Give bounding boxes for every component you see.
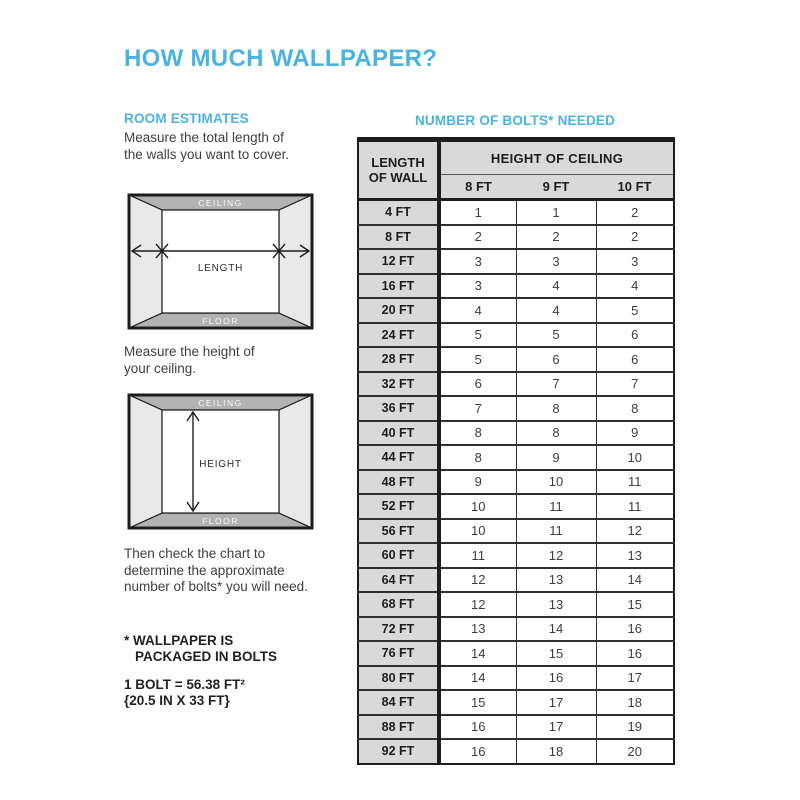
bolt-count-9ft: 7	[516, 372, 596, 397]
table-row	[358, 421, 674, 446]
bolt-count-10ft: 17	[596, 666, 674, 691]
table-row	[358, 200, 674, 225]
bolt-count-10ft: 3	[596, 249, 674, 274]
bolt-count-9ft: 8	[516, 396, 596, 421]
table-row	[358, 715, 674, 740]
bolt-count-10ft: 15	[596, 592, 674, 617]
row-length-label: 92 FT	[358, 739, 439, 764]
bolt-count-9ft: 16	[516, 666, 596, 691]
page-title: HOW MUCH WALLPAPER?	[124, 45, 438, 73]
table-row	[358, 739, 674, 764]
bolt-count-10ft: 2	[596, 200, 674, 225]
bolt-count-10ft: 7	[596, 372, 674, 397]
bolt-count-8ft: 14	[439, 641, 516, 666]
bolt-count-8ft: 13	[439, 617, 516, 642]
row-length-label: 4 FT	[358, 200, 439, 225]
bolt-count-8ft: 6	[439, 372, 516, 397]
bolt-count-9ft: 11	[516, 519, 596, 544]
row-length-label: 44 FT	[358, 445, 439, 470]
bolt-count-8ft: 3	[439, 274, 516, 299]
bolt-count-9ft: 6	[516, 347, 596, 372]
table-row	[358, 641, 674, 666]
bolt-count-8ft: 8	[439, 421, 516, 446]
col-header-8ft: 8 FT	[439, 175, 516, 200]
text-line: {20.5 IN X 33 FT}	[124, 693, 230, 708]
text-line: number of bolts* you will need.	[124, 579, 308, 594]
row-length-label: 64 FT	[358, 568, 439, 593]
bolt-count-10ft: 6	[596, 323, 674, 348]
length-of-wall-header	[358, 140, 439, 200]
bolt-count-10ft: 18	[596, 690, 674, 715]
table-row	[358, 372, 674, 397]
room-height-diagram	[127, 393, 314, 530]
room-length-diagram	[127, 193, 314, 330]
row-length-label: 8 FT	[358, 225, 439, 250]
bolt-count-9ft: 1	[516, 200, 596, 225]
floor-label: FLOOR	[202, 316, 239, 326]
row-length-label: 24 FT	[358, 323, 439, 348]
table-row	[358, 298, 674, 323]
row-length-label: 12 FT	[358, 249, 439, 274]
floor-label: FLOOR	[202, 516, 239, 526]
table-row	[358, 568, 674, 593]
row-length-label: 52 FT	[358, 494, 439, 519]
bolt-count-10ft: 11	[596, 470, 674, 495]
bolt-count-9ft: 17	[516, 715, 596, 740]
row-length-label: 68 FT	[358, 592, 439, 617]
bolt-count-10ft: 8	[596, 396, 674, 421]
bolt-count-10ft: 10	[596, 445, 674, 470]
table-row	[358, 249, 674, 274]
bolt-count-10ft: 6	[596, 347, 674, 372]
text-line: your ceiling.	[124, 360, 197, 376]
bolt-count-8ft: 2	[439, 225, 516, 250]
instruction-measure-height	[124, 344, 255, 377]
bolt-count-9ft: 3	[516, 249, 596, 274]
row-length-label: 88 FT	[358, 715, 439, 740]
row-length-label: 76 FT	[358, 641, 439, 666]
bolt-count-10ft: 2	[596, 225, 674, 250]
table-row	[358, 690, 674, 715]
bolt-count-9ft: 9	[516, 445, 596, 470]
col-header-10ft: 10 FT	[596, 175, 674, 200]
table-row	[358, 347, 674, 372]
bolt-count-10ft: 16	[596, 641, 674, 666]
bolts-table	[357, 137, 675, 765]
bolt-count-10ft: 16	[596, 617, 674, 642]
bolt-count-9ft: 10	[516, 470, 596, 495]
bolts-table-heading: NUMBER OF BOLTS* NEEDED	[414, 113, 616, 128]
instruction-measure-length	[124, 130, 289, 163]
height-label: HEIGHT	[199, 459, 242, 470]
height-of-ceiling-header: HEIGHT OF CEILING	[439, 140, 674, 175]
bolt-count-9ft: 4	[516, 298, 596, 323]
bolt-count-9ft: 14	[516, 617, 596, 642]
col-header-9ft: 9 FT	[516, 175, 596, 200]
ceiling-label: CEILING	[198, 198, 243, 208]
table-row	[358, 445, 674, 470]
table-row	[358, 666, 674, 691]
text-line: determine the approximate	[124, 562, 285, 578]
bolt-count-8ft: 10	[439, 494, 516, 519]
bolt-count-8ft: 1	[439, 200, 516, 225]
bolt-count-10ft: 11	[596, 494, 674, 519]
bolt-count-10ft: 5	[596, 298, 674, 323]
table-row	[358, 617, 674, 642]
table-row	[358, 592, 674, 617]
bolt-count-8ft: 8	[439, 445, 516, 470]
table-row	[358, 274, 674, 299]
bolt-count-9ft: 13	[516, 568, 596, 593]
bolt-count-9ft: 12	[516, 543, 596, 568]
bolt-count-10ft: 12	[596, 519, 674, 544]
row-length-label: 56 FT	[358, 519, 439, 544]
bolt-count-8ft: 12	[439, 568, 516, 593]
table-body	[358, 200, 674, 764]
text-line: Measure the total length of	[124, 130, 284, 145]
footnote-wallpaper-bolts	[124, 633, 277, 665]
ceiling-label: CEILING	[198, 398, 243, 408]
bolt-count-9ft: 2	[516, 225, 596, 250]
bolt-count-10ft: 20	[596, 739, 674, 764]
bolt-count-8ft: 5	[439, 323, 516, 348]
bolt-count-9ft: 13	[516, 592, 596, 617]
bolt-count-10ft: 14	[596, 568, 674, 593]
text-line: OF WALL	[368, 170, 428, 185]
bolt-count-9ft: 5	[516, 323, 596, 348]
bolt-count-9ft: 4	[516, 274, 596, 299]
bolt-count-9ft: 8	[516, 421, 596, 446]
bolt-count-8ft: 14	[439, 666, 516, 691]
table-row	[358, 519, 674, 544]
row-length-label: 28 FT	[358, 347, 439, 372]
bolt-count-8ft: 7	[439, 396, 516, 421]
room-estimates-heading: ROOM ESTIMATES	[124, 111, 249, 126]
table-row	[358, 396, 674, 421]
bolt-count-9ft: 11	[516, 494, 596, 519]
table-row	[358, 543, 674, 568]
text-line: * WALLPAPER IS	[124, 633, 234, 648]
text-line: the walls you want to cover.	[124, 146, 290, 162]
text-line: Measure the height of	[124, 344, 255, 359]
room-walls	[129, 195, 312, 328]
table-row	[358, 225, 674, 250]
bolt-count-8ft: 12	[439, 592, 516, 617]
bolt-count-8ft: 4	[439, 298, 516, 323]
bolt-count-8ft: 16	[439, 739, 516, 764]
text-line: 1 BOLT = 56.38 FT²	[124, 677, 245, 692]
text-line: Then check the chart to	[124, 546, 266, 561]
row-length-label: 40 FT	[358, 421, 439, 446]
bolt-count-10ft: 9	[596, 421, 674, 446]
row-length-label: 80 FT	[358, 666, 439, 691]
bolt-count-10ft: 4	[596, 274, 674, 299]
bolt-count-8ft: 9	[439, 470, 516, 495]
bolt-count-8ft: 5	[439, 347, 516, 372]
row-length-label: 48 FT	[358, 470, 439, 495]
row-length-label: 72 FT	[358, 617, 439, 642]
row-length-label: 60 FT	[358, 543, 439, 568]
row-length-label: 16 FT	[358, 274, 439, 299]
bolt-count-8ft: 16	[439, 715, 516, 740]
row-length-label: 32 FT	[358, 372, 439, 397]
bolt-count-9ft: 17	[516, 690, 596, 715]
text-line: LENGTH	[371, 155, 425, 170]
row-length-label: 84 FT	[358, 690, 439, 715]
text-line: PACKAGED IN BOLTS	[135, 649, 278, 664]
bolt-count-10ft: 19	[596, 715, 674, 740]
bolt-count-8ft: 15	[439, 690, 516, 715]
instruction-check-chart	[124, 546, 308, 596]
bolt-size-info	[124, 677, 245, 709]
length-label: LENGTH	[197, 263, 244, 274]
row-length-label: 36 FT	[358, 396, 439, 421]
table-header-row-1	[358, 140, 674, 175]
table-row	[358, 494, 674, 519]
bolt-count-8ft: 3	[439, 249, 516, 274]
row-length-label: 20 FT	[358, 298, 439, 323]
bolt-count-9ft: 15	[516, 641, 596, 666]
table-row	[358, 470, 674, 495]
table-header	[358, 140, 674, 200]
table-row	[358, 323, 674, 348]
bolt-count-8ft: 10	[439, 519, 516, 544]
bolt-count-8ft: 11	[439, 543, 516, 568]
bolt-count-9ft: 18	[516, 739, 596, 764]
bolt-count-10ft: 13	[596, 543, 674, 568]
